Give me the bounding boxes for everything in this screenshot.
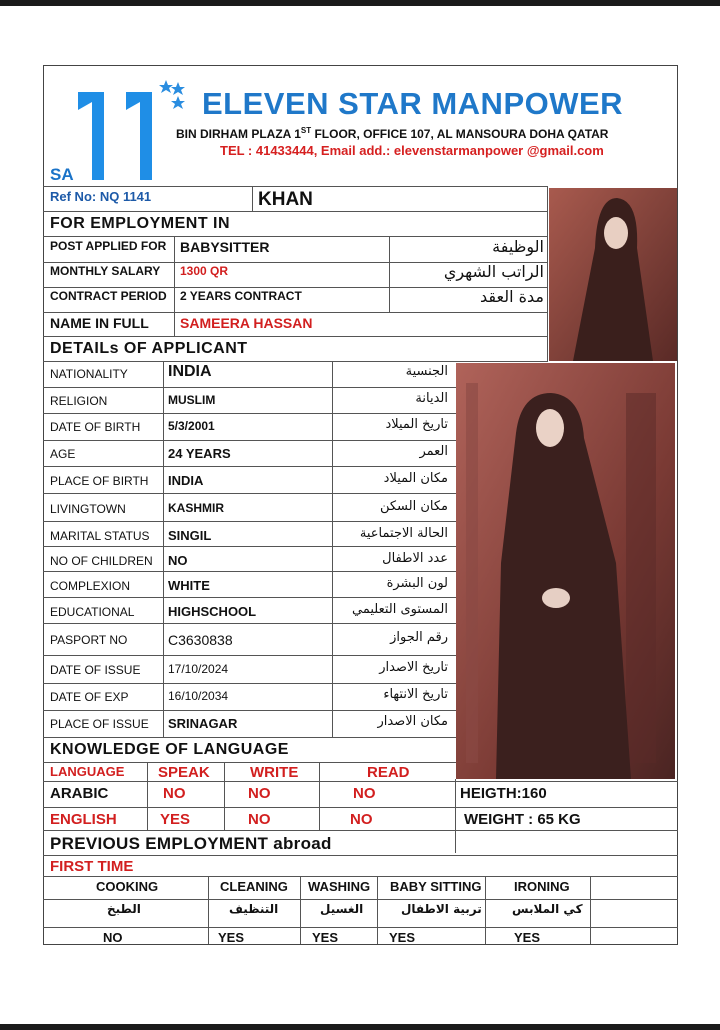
detail-arabic: مكان السكن bbox=[379, 499, 448, 514]
skill-cooking-value: NO bbox=[103, 930, 123, 945]
height-value: HEIGTH:160 bbox=[460, 785, 547, 802]
salary-arabic: الراتب الشهري bbox=[443, 262, 544, 281]
detail-arabic: عدد الاطفال bbox=[382, 551, 448, 566]
skill-cooking-ar: الطبخ bbox=[107, 902, 141, 916]
lang-arabic: ARABIC bbox=[50, 785, 109, 802]
details-heading: DETAILs OF APPLICANT bbox=[50, 340, 248, 357]
detail-label: PLACE OF ISSUE bbox=[50, 717, 149, 731]
detail-value: INDIA bbox=[168, 363, 212, 380]
skill-ironing: IRONING bbox=[514, 879, 570, 894]
surname: KHAN bbox=[258, 189, 313, 210]
lang-col-write: WRITE bbox=[250, 764, 299, 781]
post-value: BABYSITTER bbox=[180, 239, 270, 255]
detail-label: PASPORT NO bbox=[50, 633, 128, 647]
detail-value: 24 YEARS bbox=[168, 446, 231, 461]
detail-label: MARITAL STATUS bbox=[50, 529, 150, 543]
detail-value: INDIA bbox=[168, 473, 204, 488]
ref-number: Ref No: NQ 1141 bbox=[50, 189, 152, 204]
detail-arabic: تاريخ الميلاد bbox=[385, 417, 448, 432]
detail-arabic: الحالة الاجتماعية bbox=[359, 526, 448, 541]
detail-label: DATE OF EXP bbox=[50, 690, 129, 704]
detail-label: NATIONALITY bbox=[50, 367, 128, 381]
employment-heading: FOR EMPLOYMENT IN bbox=[50, 215, 231, 232]
detail-arabic: تاريخ الاصدار bbox=[379, 660, 448, 675]
detail-arabic: تاريخ الانتهاء bbox=[383, 687, 448, 702]
star-icon bbox=[171, 96, 185, 109]
skill-babysitting: BABY SITTING bbox=[390, 879, 482, 894]
detail-arabic: الجنسية bbox=[405, 364, 448, 379]
detail-arabic: مكان الميلاد bbox=[383, 471, 448, 486]
skill-cleaning-value: YES bbox=[218, 930, 245, 945]
applicant-photo-full bbox=[456, 363, 675, 779]
language-heading: KNOWLEDGE OF LANGUAGE bbox=[50, 741, 289, 758]
lang-english: ENGLISH bbox=[50, 811, 117, 828]
lang-english-write: NO bbox=[248, 811, 271, 828]
post-arabic: الوظيفة bbox=[492, 237, 544, 256]
skill-cleaning-ar: التنظيف bbox=[229, 902, 279, 916]
bottom-border bbox=[0, 1024, 720, 1030]
lang-english-speak: YES bbox=[160, 811, 191, 828]
skill-washing-ar: الغسيل bbox=[320, 902, 364, 916]
detail-value: 5/3/2001 bbox=[168, 419, 215, 433]
detail-value: 16/10/2034 bbox=[168, 689, 229, 703]
logo-prefix: SA bbox=[50, 165, 74, 184]
detail-label: DATE OF BIRTH bbox=[50, 420, 141, 434]
contract-arabic: مدة العقد bbox=[480, 287, 544, 306]
skill-babysitting-ar: تربية الاطفال bbox=[401, 902, 482, 916]
lang-english-read: NO bbox=[350, 811, 373, 828]
detail-value: KASHMIR bbox=[168, 501, 224, 515]
top-border bbox=[0, 0, 720, 6]
company-address: BIN DIRHAM PLAZA 1ST FLOOR, OFFICE 107, AL MANSOURA DOHA QATAR bbox=[176, 126, 609, 141]
skill-cooking: COOKING bbox=[96, 879, 159, 894]
contract-label: CONTRACT PERIOD bbox=[50, 289, 167, 303]
lang-col-language: LANGUAGE bbox=[50, 764, 125, 779]
star-icon bbox=[171, 82, 185, 95]
salary-value: 1300 QR bbox=[180, 264, 229, 278]
skill-ironing-value: YES bbox=[514, 930, 541, 945]
detail-arabic: مكان الاصدار bbox=[377, 714, 448, 729]
detail-arabic: لون البشرة bbox=[386, 576, 448, 591]
detail-value: 17/10/2024 bbox=[168, 662, 229, 676]
detail-label: COMPLEXION bbox=[50, 579, 131, 593]
skill-cleaning: CLEANING bbox=[220, 879, 288, 894]
lang-arabic-write: NO bbox=[248, 785, 271, 802]
detail-value: NO bbox=[168, 553, 188, 568]
detail-arabic: العمر bbox=[419, 444, 448, 459]
detail-label: AGE bbox=[50, 447, 76, 461]
lang-arabic-read: NO bbox=[353, 785, 376, 802]
skill-ironing-ar: كي الملابس bbox=[512, 902, 583, 916]
previous-status: FIRST TIME bbox=[50, 858, 134, 875]
post-label: POST APPLIED FOR bbox=[50, 239, 167, 253]
detail-value: HIGHSCHOOL bbox=[168, 604, 257, 619]
previous-heading: PREVIOUS EMPLOYMENT abroad bbox=[50, 834, 332, 853]
detail-value: C3630838 bbox=[168, 632, 233, 648]
detail-label: EDUCATIONAL bbox=[50, 605, 135, 619]
contract-value: 2 YEARS CONTRACT bbox=[180, 289, 302, 303]
detail-value: SINGIL bbox=[168, 528, 212, 543]
name-label: NAME IN FULL bbox=[50, 315, 149, 331]
name-value: SAMEERA HASSAN bbox=[180, 315, 313, 331]
weight-value: WEIGHT : 65 KG bbox=[464, 811, 581, 828]
detail-label: NO OF CHILDREN bbox=[50, 554, 153, 568]
lang-col-speak: SPEAK bbox=[158, 764, 210, 781]
skill-babysitting-value: YES bbox=[389, 930, 416, 945]
detail-value: MUSLIM bbox=[168, 393, 216, 407]
star-icon bbox=[159, 80, 173, 93]
skill-washing: WASHING bbox=[308, 879, 371, 894]
detail-value: WHITE bbox=[168, 578, 210, 593]
skill-washing-value: YES bbox=[312, 930, 339, 945]
detail-label: PLACE OF BIRTH bbox=[50, 474, 149, 488]
salary-label: MONTHLY SALARY bbox=[50, 264, 161, 278]
detail-label: LIVINGTOWN bbox=[50, 502, 126, 516]
applicant-photo-portrait bbox=[549, 188, 677, 361]
lang-col-read: READ bbox=[367, 764, 410, 781]
detail-value: SRINAGAR bbox=[168, 716, 238, 731]
detail-label: DATE OF ISSUE bbox=[50, 663, 141, 677]
detail-arabic: المستوى التعليمي bbox=[352, 602, 448, 617]
company-contact: TEL : 41433444, Email add.: elevenstarmanpower @gmail.com bbox=[220, 143, 604, 158]
detail-arabic: رقم الجواز bbox=[390, 630, 448, 645]
detail-arabic: الديانة bbox=[415, 391, 448, 406]
detail-label: RELIGION bbox=[50, 394, 108, 408]
company-name: ELEVEN STAR MANPOWER bbox=[202, 86, 624, 121]
lang-arabic-speak: NO bbox=[163, 785, 186, 802]
